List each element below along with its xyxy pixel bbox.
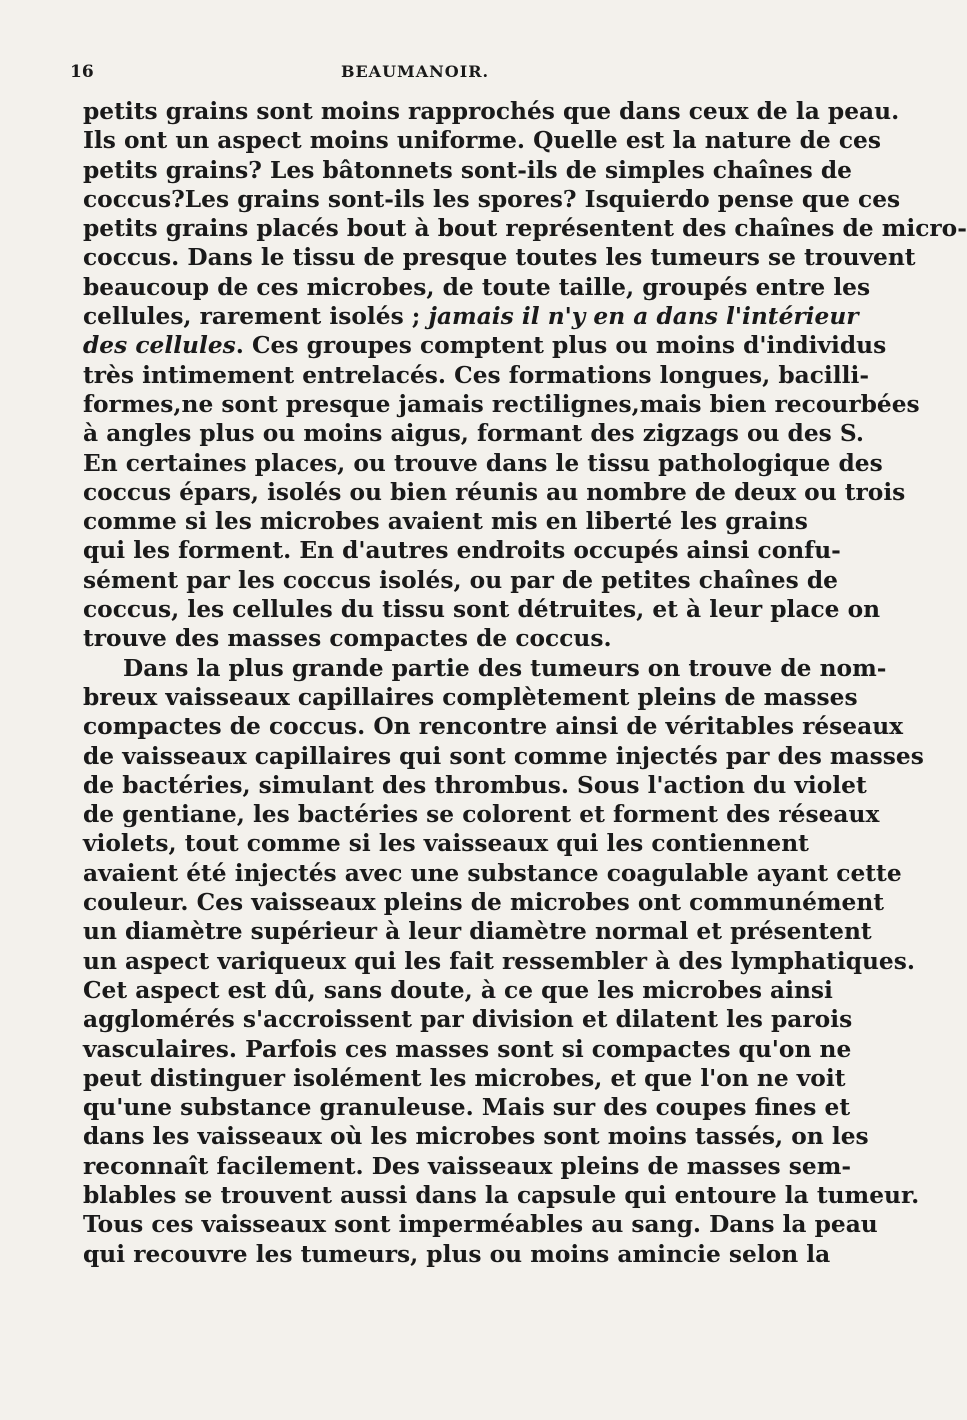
text-line <box>83 273 871 302</box>
text-line <box>83 566 838 595</box>
page-number: 16 <box>70 62 94 82</box>
line-text: à angles plus ou moins aigus, formant des zigzags ou des S. <box>83 420 865 448</box>
text-line <box>83 800 880 829</box>
line-text: vasculaires. Parfois ces masses sont si compactes qu'on ne <box>83 1035 852 1063</box>
text-line <box>83 536 841 565</box>
line-text: peut distinguer isolément les microbes, et que l'on ne voit <box>83 1064 846 1092</box>
text-line <box>83 917 872 946</box>
line-text: de bactéries, simulant des thrombus. Sous l'action du violet <box>83 771 867 799</box>
line-text: Cet aspect est dû, sans doute, à ce que les microbes ainsi <box>83 976 833 1004</box>
line-text: coccus. Dans le tissu de presque toutes les tumeurs se trouvent <box>83 244 916 272</box>
text-line <box>83 507 808 536</box>
line-text: petits grains sont moins rapprochés que dans ceux de la peau. <box>83 98 900 125</box>
text-line <box>83 712 904 741</box>
italic-text: des cellules <box>83 332 236 360</box>
line-text: comme si les microbes avaient mis en liberté les grains <box>83 508 808 536</box>
line-text: beaucoup de ces microbes, de toute taille, groupés entre les <box>83 273 871 301</box>
line-text: reconnaît facilement. Des vaisseaux pleins de masses sem- <box>83 1152 852 1180</box>
text-line <box>83 302 859 331</box>
text-line <box>83 126 881 155</box>
text-line <box>83 390 920 419</box>
text-line <box>83 1152 852 1181</box>
text-line <box>83 888 885 917</box>
line-text: coccus?Les grains sont-ils les spores? Isquierdo pense que ces <box>83 185 901 213</box>
text-line <box>83 683 858 712</box>
line-text: qu'une substance granuleuse. Mais sur des coupes fines et <box>83 1094 851 1122</box>
line-text: qui recouvre les tumeurs, plus ou moins amincie selon la <box>83 1240 831 1268</box>
line-text: coccus épars, isolés ou bien réunis au nombre de deux ou trois <box>83 478 906 506</box>
line-text: petits grains placés bout à bout représentent des chaînes de micro- <box>83 215 967 243</box>
text-line <box>83 185 901 214</box>
line-text: Ils ont un aspect moins uniforme. Quelle est la nature de ces <box>83 127 881 155</box>
line-text: couleur. Ces vaisseaux pleins de microbes ont communément <box>83 889 885 917</box>
text-line <box>83 1093 851 1122</box>
line-text: trouve des masses compactes de coccus. <box>83 625 612 653</box>
running-head: BEAUMANOIR. <box>340 62 490 81</box>
text-line <box>83 214 967 243</box>
text-line <box>83 1210 878 1239</box>
text-line <box>83 595 881 624</box>
text-line <box>83 654 887 683</box>
line-text: dans les vaisseaux où les microbes sont moins tassés, on les <box>83 1123 869 1151</box>
line-text: blables se trouvent aussi dans la capsule qui entoure la tumeur. <box>83 1181 920 1209</box>
text-line <box>83 976 833 1005</box>
page-header <box>70 62 760 86</box>
text-line <box>83 449 883 478</box>
line-text: sément par les coccus isolés, ou par de petites chaînes de <box>83 566 838 594</box>
line-text: . Ces groupes comptent plus ou moins d'individus <box>235 332 887 360</box>
text-line <box>83 1122 869 1151</box>
text-line <box>83 97 900 126</box>
line-text: compactes de coccus. On rencontre ainsi de véritables réseaux <box>83 713 904 741</box>
text-line <box>83 478 906 507</box>
line-text: En certaines places, ou trouve dans le tissu pathologique des <box>83 449 883 477</box>
text-line <box>83 1005 853 1034</box>
italic-text: jamais il n'y en a dans l'intérieur <box>428 303 859 331</box>
line-text: un diamètre supérieur à leur diamètre normal et présentent <box>83 918 872 946</box>
text-line <box>83 742 924 771</box>
text-line <box>83 1035 852 1064</box>
line-text: coccus, les cellules du tissu sont détruites, et à leur place on <box>83 596 881 624</box>
text-line <box>83 1064 846 1093</box>
line-text: Tous ces vaisseaux sont imperméables au sang. Dans la peau <box>83 1211 878 1239</box>
text-line <box>83 1181 920 1210</box>
line-text: un aspect variqueux qui les fait ressembler à des lymphatiques. <box>83 947 915 975</box>
text-line <box>83 243 916 272</box>
text-line <box>83 331 887 360</box>
line-text: formes,ne sont presque jamais rectilignes,mais bien recourbées <box>83 390 920 418</box>
line-text: Dans la plus grande partie des tumeurs on trouve de nom- <box>123 654 887 682</box>
line-text: cellules, rarement isolés ; <box>83 303 429 331</box>
text-line <box>83 829 809 858</box>
text-line <box>83 1240 831 1269</box>
text-line <box>83 771 867 800</box>
line-text: violets, tout comme si les vaisseaux qui les contiennent <box>83 830 809 858</box>
text-line <box>83 419 865 448</box>
line-text: breux vaisseaux capillaires complètement pleins de masses <box>83 683 858 711</box>
line-text: de vaisseaux capillaires qui sont comme injectés par des masses <box>83 742 924 770</box>
text-line <box>83 624 768 653</box>
line-text: avaient été injectés avec une substance coagulable ayant cette <box>83 859 902 887</box>
line-text: qui les forment. En d'autres endroits occupés ainsi confu- <box>83 537 841 565</box>
text-line <box>83 361 869 390</box>
line-text: très intimement entrelacés. Ces formations longues, bacilli- <box>83 361 869 389</box>
line-text: agglomérés s'accroissent par division et dilatent les parois <box>83 1006 853 1034</box>
body-text <box>83 97 967 1269</box>
line-text: de gentiane, les bactéries se colorent et forment des réseaux <box>83 801 880 829</box>
text-line <box>83 947 915 976</box>
line-text: petits grains? Les bâtonnets sont-ils de simples chaînes de <box>83 156 852 184</box>
text-line <box>83 156 852 185</box>
text-line <box>83 859 902 888</box>
